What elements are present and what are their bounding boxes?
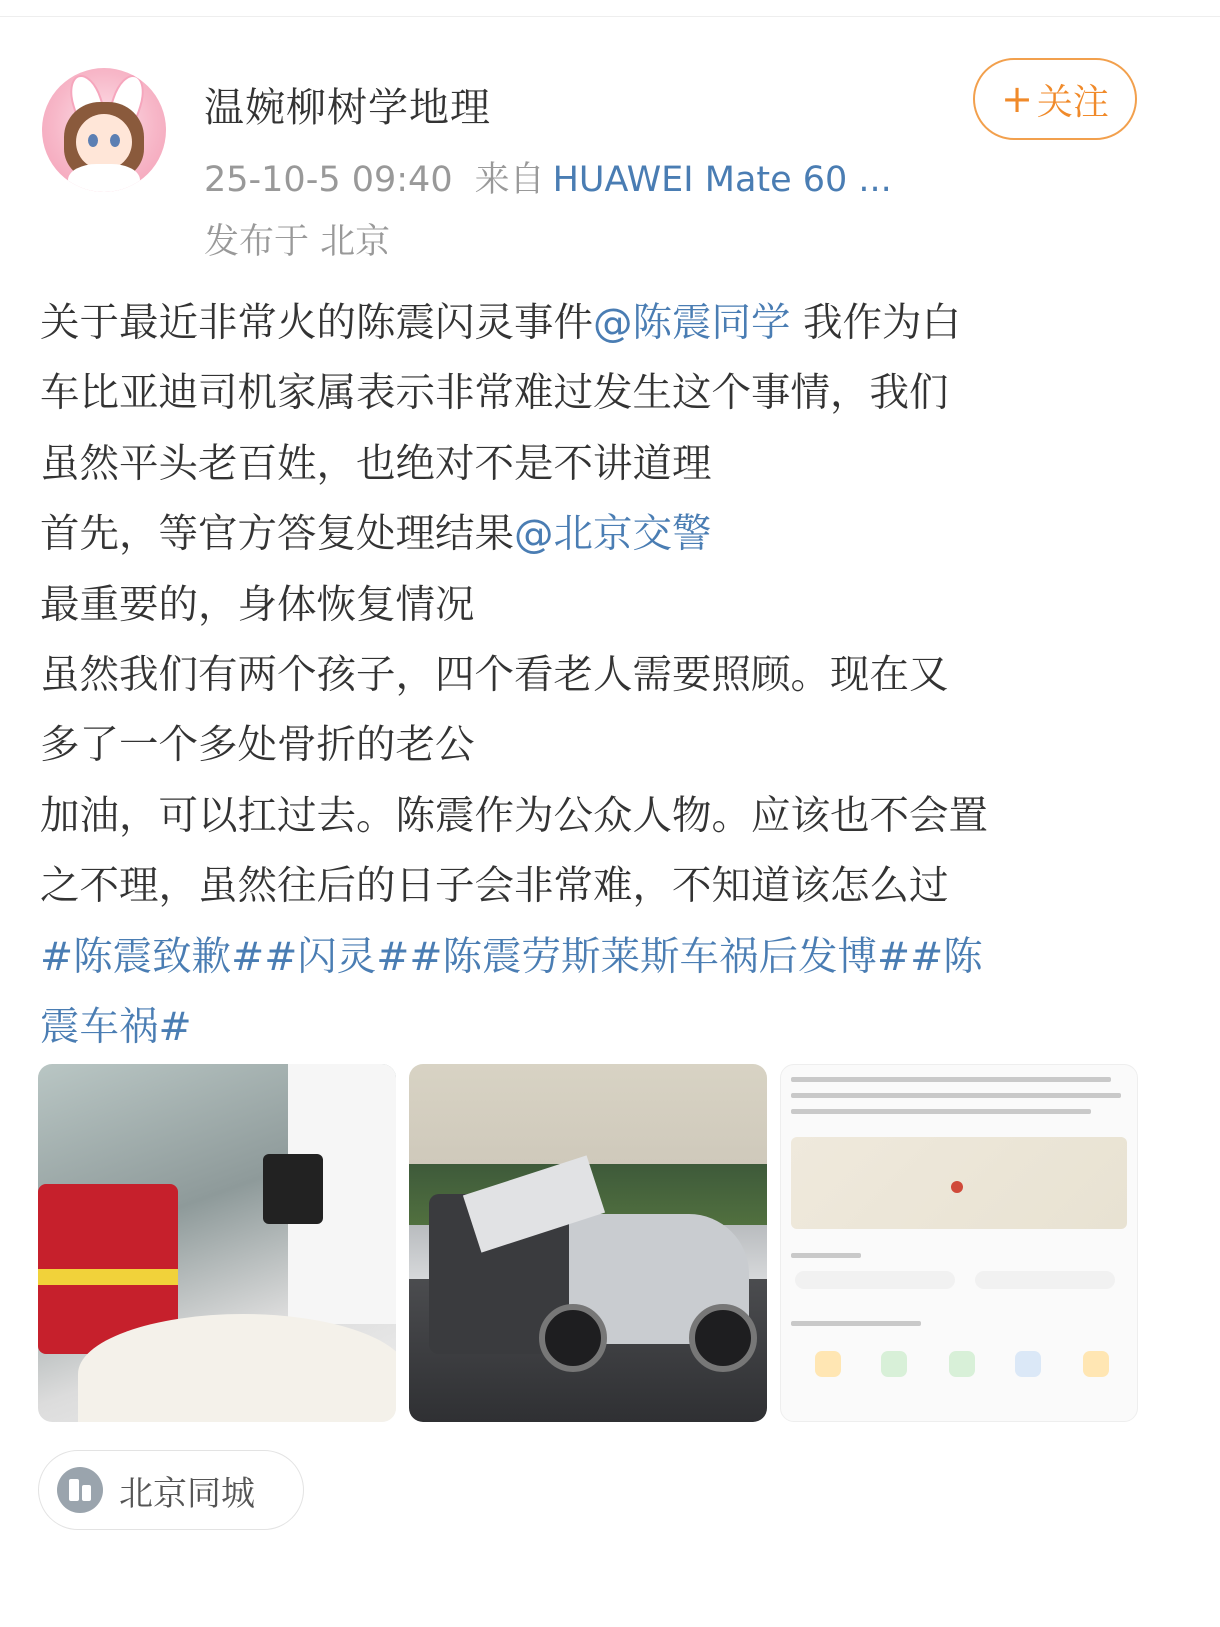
post-line bbox=[40, 358, 1150, 428]
screenshot-qq-icon bbox=[1015, 1351, 1041, 1377]
avatar-eye-left bbox=[88, 134, 98, 147]
post-text: 关于最近非常火的陈震闪灵事件 bbox=[40, 300, 593, 346]
post-text: 之不理，虽然往后的日子会非常难，不知道该怎么过 bbox=[40, 863, 949, 910]
username[interactable]: 温婉柳树学地理 bbox=[204, 85, 491, 131]
hashtag-link[interactable]: #陈震致歉##闪灵##陈震劳斯莱斯车祸后发博##陈 bbox=[40, 933, 983, 980]
city-tag-label: 北京同城 bbox=[119, 1473, 255, 1514]
post-text: 我作为白 bbox=[790, 300, 962, 346]
follow-label: 关注 bbox=[1036, 81, 1109, 123]
avatar-body bbox=[68, 164, 140, 192]
post-text: 虽然我们有两个孩子，四个看老人需要照顾。现在又 bbox=[40, 651, 949, 698]
post-line bbox=[40, 570, 1150, 640]
post-meta bbox=[204, 152, 892, 202]
screenshot-text-line bbox=[791, 1093, 1121, 1098]
post-line bbox=[40, 710, 1150, 780]
screenshot-moments-icon bbox=[949, 1351, 975, 1377]
screenshot-wechat-icon bbox=[881, 1351, 907, 1377]
screenshot-search-chip bbox=[975, 1271, 1115, 1289]
post-line bbox=[40, 851, 1150, 921]
post-line bbox=[40, 992, 1150, 1062]
screenshot-text-line bbox=[791, 1253, 861, 1258]
avatar-face bbox=[76, 114, 132, 170]
post-text: 多了一个多处骨折的老公 bbox=[40, 722, 475, 769]
post-text: 车比亚迪司机家属表示非常难过发生这个事情，我们 bbox=[40, 370, 949, 417]
post-line bbox=[40, 640, 1150, 710]
screenshot-text-line bbox=[791, 1321, 921, 1326]
post-datetime: 25-10-5 09:40 bbox=[204, 160, 453, 200]
plus-icon: + bbox=[1001, 77, 1033, 121]
post-text: 最重要的，身体恢复情况 bbox=[40, 581, 475, 628]
post-line bbox=[40, 781, 1150, 851]
map-pin-icon bbox=[951, 1181, 963, 1193]
source-label: 来自 bbox=[474, 160, 545, 200]
mention-link[interactable]: @北京交警 bbox=[514, 511, 712, 558]
city-tag[interactable] bbox=[38, 1450, 304, 1530]
screenshot-share-icon bbox=[815, 1351, 841, 1377]
avatar-eye-right bbox=[110, 134, 120, 147]
post-text: 虽然平头老百姓，也绝对不是不讲道理 bbox=[40, 440, 712, 487]
photo-wheel-rear bbox=[689, 1304, 757, 1372]
top-divider bbox=[0, 16, 1220, 17]
screenshot-search-chip bbox=[795, 1271, 955, 1289]
post-text: 首先，等官方答复处理结果 bbox=[40, 511, 514, 558]
avatar[interactable] bbox=[42, 68, 166, 192]
image-ambulance[interactable] bbox=[38, 1064, 396, 1422]
image-damaged-car[interactable] bbox=[409, 1064, 767, 1422]
screenshot-text-line bbox=[791, 1109, 1091, 1114]
follow-button[interactable] bbox=[973, 58, 1137, 140]
screenshot-text-line bbox=[791, 1077, 1111, 1082]
post-line bbox=[40, 429, 1150, 499]
post-body bbox=[40, 288, 1150, 1062]
post-line bbox=[40, 288, 1150, 358]
mention-link[interactable]: 震车祸# bbox=[40, 1003, 192, 1050]
photo-monitor bbox=[263, 1154, 323, 1224]
post-text: 加油，可以扛过去。陈震作为公众人物。应该也不会置 bbox=[40, 792, 988, 839]
building-icon bbox=[57, 1467, 103, 1513]
device-link[interactable]: HUAWEI Mate 60 ... bbox=[552, 160, 892, 200]
post-line bbox=[40, 499, 1150, 569]
photo-wheel-front bbox=[539, 1304, 607, 1372]
photo-bag-stripe bbox=[38, 1269, 178, 1285]
mention-link[interactable]: @陈震同学 bbox=[593, 300, 791, 346]
image-screenshot[interactable] bbox=[780, 1064, 1138, 1422]
screenshot-save-icon bbox=[1083, 1351, 1109, 1377]
post-line bbox=[40, 922, 1150, 992]
post-location: 发布于 北京 bbox=[204, 222, 391, 262]
